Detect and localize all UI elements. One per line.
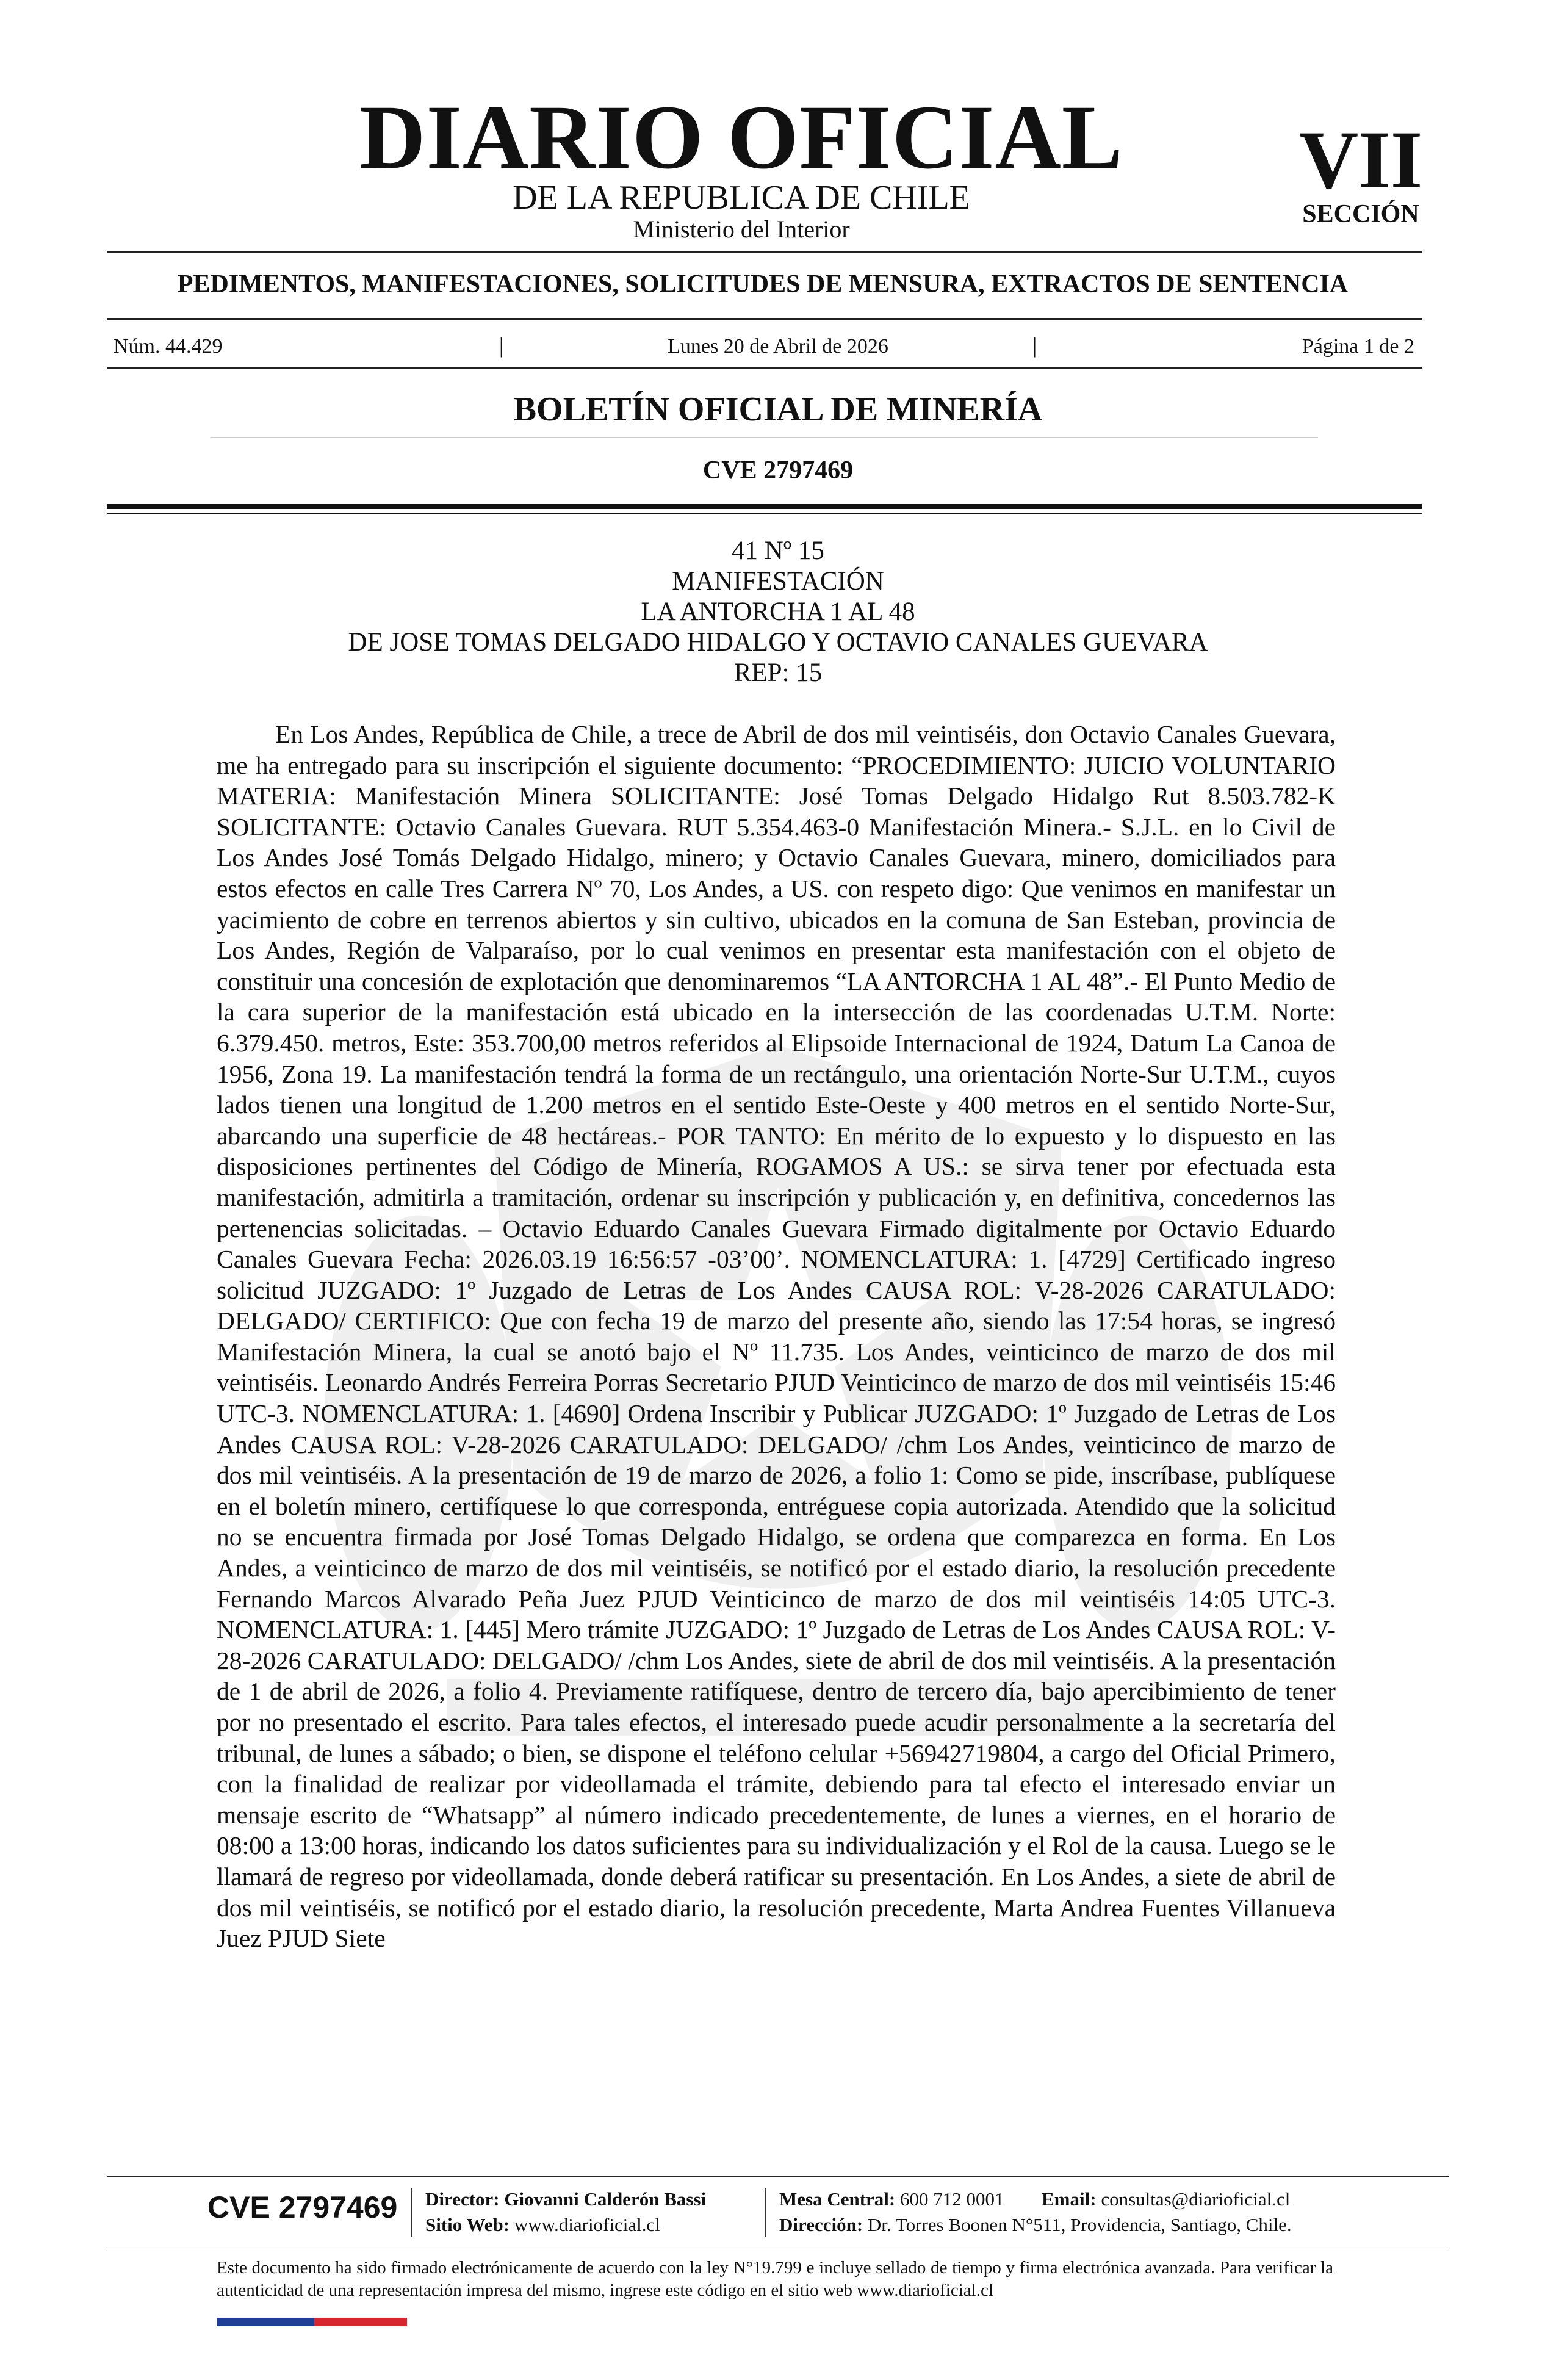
header-rule-top bbox=[107, 251, 1422, 253]
issue-separator: | bbox=[499, 333, 504, 358]
bulletin-title: BOLETÍN OFICIAL DE MINERÍA bbox=[513, 391, 1043, 428]
category-banner: PEDIMENTOS, MANIFESTACIONES, SOLICITUDES DE MENSURA, EXTRACTOS DE SENTENCIA bbox=[177, 270, 1349, 298]
footer-director: Director: Giovanni Calderón Bassi bbox=[425, 2188, 707, 2210]
header-rule-bottom bbox=[107, 367, 1422, 369]
footer-address: Dirección: Dr. Torres Boonen N°511, Providencia, Santiago, Chile. bbox=[779, 2214, 1292, 2235]
website-link[interactable]: www.diarioficial.cl bbox=[514, 2214, 660, 2235]
thin-rule bbox=[107, 513, 1422, 514]
footer-cve-code: CVE 2797469 bbox=[207, 2190, 398, 2224]
header-rule-middle bbox=[107, 318, 1422, 320]
issue-number: Núm. 44.429 bbox=[113, 335, 223, 358]
claimants: DE JOSE TOMAS DELGADO HIDALGO Y OCTAVIO CANALES GUEVARA bbox=[348, 628, 1208, 657]
footer-phone: Mesa Central: 600 712 0001 bbox=[779, 2188, 1004, 2210]
footer-legal-notice: Este documento ha sido firmado electrónicamente de acuerdo con la ley N°19.799 e incluye sellado de tiempo y firma electrónica avanzada. Para verificar la autenticidad de una representación impresa del mismo, ingrese este código en el sitio web www.diarioficial.cl bbox=[217, 2258, 1333, 2300]
section-label: SECCIÓN bbox=[1302, 200, 1419, 228]
issue-date: Lunes 20 de Abril de 2026 bbox=[668, 335, 888, 358]
bulletin-title-underline bbox=[211, 437, 1318, 438]
footer-divider bbox=[411, 2188, 412, 2237]
newspaper-subtitle: DE LA REPUBLICA DE CHILE bbox=[513, 179, 970, 217]
section-number: VII bbox=[1298, 115, 1423, 206]
footer-website: Sitio Web: www.diarioficial.cl bbox=[425, 2214, 660, 2235]
footer-divider bbox=[765, 2188, 766, 2237]
notice-heading bbox=[0, 536, 1556, 688]
notice-type: MANIFESTACIÓN bbox=[672, 567, 884, 596]
issue-separator: | bbox=[1032, 333, 1037, 358]
email-link[interactable]: consultas@diarioficial.cl bbox=[1101, 2188, 1291, 2210]
footer-rule-top bbox=[107, 2176, 1449, 2177]
repertory-number: REP: 15 bbox=[733, 658, 823, 687]
ministry-label: Ministerio del Interior bbox=[633, 215, 850, 243]
notice-number: 41 Nº 15 bbox=[732, 536, 824, 565]
flag-stripe-red bbox=[314, 2318, 407, 2326]
heavy-rule bbox=[107, 504, 1422, 509]
page-indicator: Página 1 de 2 bbox=[1302, 335, 1414, 358]
cve-code: CVE 2797469 bbox=[702, 456, 854, 485]
footer-email: Email: consultas@diarioficial.cl bbox=[1042, 2188, 1291, 2210]
claim-name: LA ANTORCHA 1 AL 48 bbox=[641, 597, 915, 626]
notice-body: En Los Andes, República de Chile, a trece de Abril de dos mil veintiséis, don Octavio Canales Guevara, me ha entregado para su inscripción el siguiente documento: “PROCEDIMIENTO: JUICIO VOLUNTARIO MATERIA: Manifestación Minera SOLICITANTE: José Tomas Delgado Hidalgo Rut 8.503.782-K SOLICITANTE: Octavio Canales Guevara. RUT 5.354.463-0 Manifestación Minera.- S.J.L. en lo Civil de Los Andes José Tomás Delgado Hidalgo, minero; y Octavio Canales Guevara, minero, domiciliados para estos efectos en calle Tres Carrera Nº 70, Los Andes, a US. con respeto digo: Que venimos en manifestar un yacimiento de cobre en terrenos abiertos y sin cultivo, ubicados en la comuna de San Esteban, provincia de Los Andes, Región de Valparaíso, por lo cual venimos en presentar esta manifestación con el objeto de constituir una concesión de explotación que denominaremos “LA ANTORCHA 1 AL 48”.- El Punto Medio de la cara superior de la manifestación está ubicado en la intersección de las coordenadas U.T.M. Norte: 6.379.450. metros, Este: 353.700,00 metros referidos al Elipsoide Internacional de 1924, Datum La Canoa de 1956, Zona 19. La manifestación tendrá la forma de un rectángulo, una orientación Norte-Sur U.T.M., cuyos lados tienen una longitud de 1.200 metros en el sentido Este-Oeste y 400 metros en el sentido Norte-Sur, abarcando una superficie de 48 hectáreas.- POR TANTO: En mérito de lo expuesto y lo dispuesto en las disposiciones pertinentes del Código de Minería, ROGAMOS A US.: se sirva tener por efectuada esta manifestación, admitirla a tramitación, ordenar su inscripción y publicación y, en definitiva, concedernos las pertenencias solicitadas. – Octavio Eduardo Canales Guevara Firmado digitalmente por Octavio Eduardo Canales Guevara Fecha: 2026.03.19 16:56:57 -03’00’. NOMENCLATURA: 1. [4729] Certificado ingreso solicitud JUZGADO: 1º Juzgado de Letras de Los Andes CAUSA ROL: V-28-2026 CARATULADO: DELGADO/ CERTIFICO: Que con fecha 19 de marzo del presente año, siendo las 17:54 horas, se ingresó Manifestación Minera, la cual se anotó bajo el Nº 11.735. Los Andes, veinticinco de marzo de dos mil veintiséis. Leonardo Andrés Ferreira Porras Secretario PJUD Veinticinco de marzo de dos mil veintiséis 15:46 UTC-3. NOMENCLATURA: 1. [4690] Ordena Inscribir y Publicar JUZGADO: 1º Juzgado de Letras de Los Andes CAUSA ROL: V-28-2026 CARATULADO: DELGADO/ /chm Los Andes, veinticinco de marzo de dos mil veintiséis. A la presentación de 19 de marzo de 2026, a folio 1: Como se pide, inscríbase, publíquese en el boletín minero, certifíquese lo que corresponda, entréguese copia autorizada. Atendido que la solicitud no se encuentra firmada por José Tomas Delgado Hidalgo, se ordena que comparezca en forma. En Los Andes, a veinticinco de marzo de dos mil veintiséis, se notificó por el estado diario, la resolución precedente Fernando Marcos Alvarado Peña Juez PJUD Veinticinco de marzo de dos mil veintiséis 14:05 UTC-3. NOMENCLATURA: 1. [445] Mero trámite JUZGADO: 1º Juzgado de Letras de Los Andes CAUSA ROL: V-28-2026 CARATULADO: DELGADO/ /chm Los Andes, siete de abril de dos mil veintiséis. A la presentación de 1 de abril de 2026, a folio 4. Previamente ratifíquese, dentro de tercero día, bajo apercibimiento de tener por no presentado el escrito. Para tales efectos, el interesado puede acudir personalmente a la secretaría del tribunal, de lunes a sábado; o bien, se dispone el teléfono celular +56942719804, a cargo del Oficial Primero, con la finalidad de realizar por videollamada el trámite, debiendo para tal efecto el interesado enviar un mensaje escrito de “Whatsapp” al número indicado precedentemente, de lunes a viernes, en el horario de 08:00 a 13:00 horas, indicando los datos suficientes para su individualización y el Rol de la causa. Luego se le llamará de regreso por videollamada, donde deberá ratificar su presentación. En Los Andes, a siete de abril de dos mil veintiséis, se notificó por el estado diario, la resolución precedente, Marta Andrea Fuentes Villanueva Juez PJUD Siete bbox=[217, 720, 1336, 1953]
newspaper-title: DIARIO OFICIAL bbox=[359, 87, 1123, 188]
flag-stripe-blue bbox=[217, 2318, 314, 2326]
